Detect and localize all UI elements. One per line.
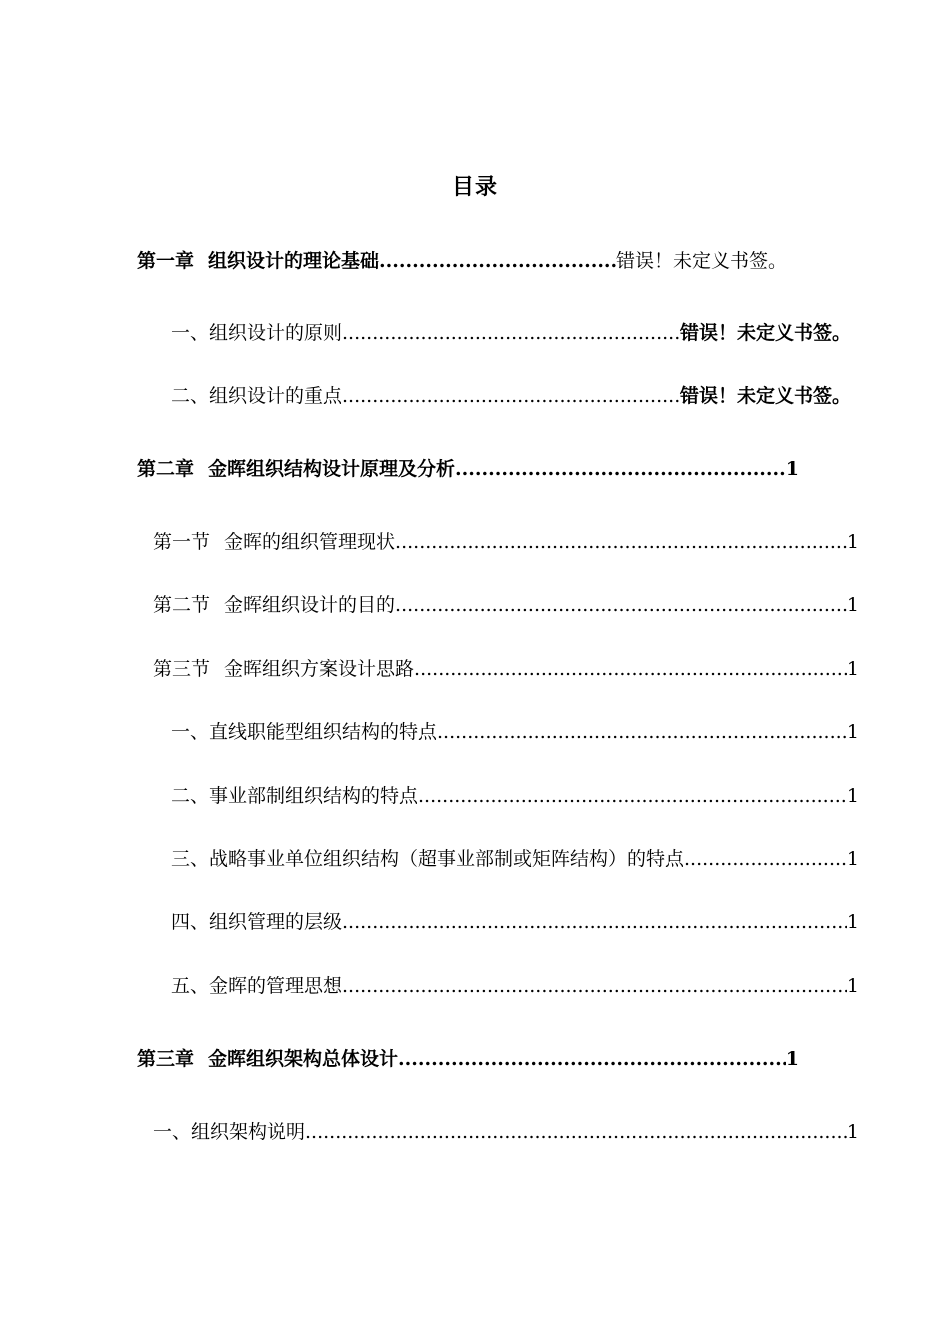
toc-title: 目录 (451, 174, 498, 200)
toc-leader-dots (395, 529, 847, 555)
toc-leader-dots (398, 1046, 786, 1072)
toc-leader-dots (305, 1119, 847, 1145)
toc-page-ref: 1 (846, 975, 859, 997)
toc-entry-chapter-3[interactable] (137, 1046, 799, 1072)
toc-entry-label: 一、组织设计的原则 (171, 322, 343, 344)
toc-entry-chapter-2[interactable] (137, 456, 799, 482)
toc-leader-dots (418, 783, 847, 809)
toc-page-ref: 1 (846, 1121, 859, 1143)
toc-leader-dots (455, 456, 786, 482)
toc-entry-label: 第三节 金晖组织方案设计思路 (153, 658, 415, 680)
toc-page-ref: 1 (846, 721, 859, 743)
toc-entry-label: 第二节 金晖组织设计的目的 (153, 594, 396, 616)
toc-entry-label: 一、组织架构说明 (153, 1121, 306, 1143)
toc-leader-dots (395, 592, 847, 618)
toc-entry-chapter-1[interactable] (137, 248, 787, 274)
toc-leader-dots (342, 909, 847, 935)
toc-entry-label: 五、金晖的管理思想 (171, 975, 343, 997)
toc-entry-label: 四、组织管理的层级 (171, 911, 343, 933)
toc-entry-subchapter[interactable] (153, 592, 859, 618)
toc-leader-dots (437, 719, 847, 745)
toc-entry-section[interactable] (171, 783, 859, 809)
toc-page-ref: 错误！未定义书签。 (679, 385, 851, 407)
toc-entry-label: 一、直线职能型组织结构的特点 (171, 721, 438, 743)
toc-entry-label: 二、事业部制组织结构的特点 (171, 785, 419, 807)
toc-page-ref: 1 (846, 658, 859, 680)
toc-entry-label: 第三章 金晖组织架构总体设计 (137, 1048, 399, 1070)
toc-entry-label: 第二章 金晖组织结构设计原理及分析 (137, 458, 456, 480)
toc-entry-section[interactable] (171, 973, 859, 999)
toc-page-ref: 1 (785, 1048, 799, 1070)
toc-page-ref: 1 (846, 848, 859, 870)
toc-page-ref: 1 (846, 911, 859, 933)
toc-leader-dots (684, 846, 847, 872)
toc-entry-section[interactable] (171, 846, 859, 872)
toc-entry-section[interactable] (171, 383, 851, 409)
toc-leader-dots (342, 973, 847, 999)
toc-leader-dots (414, 656, 847, 682)
toc-entry-subchapter[interactable] (153, 1119, 859, 1145)
toc-page-ref: 1 (846, 785, 859, 807)
toc-entry-section[interactable] (171, 320, 851, 346)
toc-entry-subchapter[interactable] (153, 529, 859, 555)
toc-leader-dots (342, 320, 680, 346)
toc-entry-label: 第一节 金晖的组织管理现状 (153, 531, 396, 553)
toc-entry-label: 第一章 组织设计的理论基础 (137, 250, 380, 272)
toc-page-ref: 1 (785, 458, 799, 480)
toc-page-ref: 错误！未定义书签。 (615, 250, 787, 272)
toc-page-ref: 1 (846, 531, 859, 553)
toc-entry-subchapter[interactable] (153, 656, 859, 682)
toc-entry-section[interactable] (171, 719, 859, 745)
toc-leader-dots (379, 248, 616, 274)
toc-entry-section[interactable] (171, 909, 859, 935)
toc-entry-label: 二、组织设计的重点 (171, 385, 343, 407)
toc-page-ref: 1 (846, 594, 859, 616)
toc-entry-label: 三、战略事业单位组织结构（超事业部制或矩阵结构）的特点 (171, 848, 685, 870)
toc-leader-dots (342, 383, 680, 409)
toc-page-ref: 错误！未定义书签。 (679, 322, 851, 344)
